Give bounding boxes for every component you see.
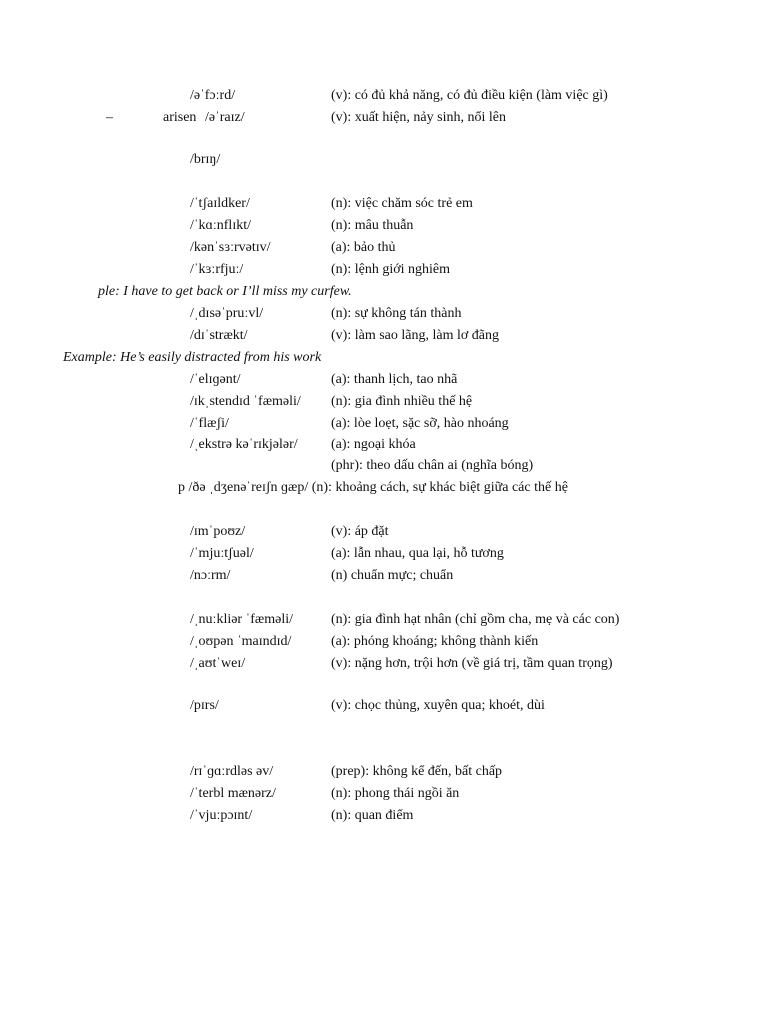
- ipa-elegant: /ˈelɪɡənt/: [190, 372, 241, 387]
- ipa-outweigh: /ˌaʊtˈweɪ/: [190, 656, 246, 671]
- example-curfew: ple: I have to get back or I’ll miss my curfew.: [98, 284, 352, 299]
- meaning-outweigh: (v): nặng hơn, trội hơn (về giá trị, tầm quan trọng): [331, 656, 613, 671]
- ipa-curfew: /ˈkɜːrfjuː/: [190, 262, 244, 277]
- ipa-afford: /əˈfɔːrd/: [190, 88, 236, 103]
- ipa-open-minded: /ˌoʊpən ˈmaɪndɪd/: [190, 634, 292, 649]
- meaning-flashy: (a): lòe loẹt, sặc sỡ, hào nhoáng: [331, 416, 509, 431]
- meaning-curfew: (n): lệnh giới nghiêm: [331, 262, 450, 277]
- ipa-nuclear-family: /ˌnuːkliər ˈfæməli/: [190, 612, 294, 627]
- meaning-extended-family: (n): gia đình nhiều thế hệ: [331, 394, 473, 409]
- ipa-impose: /ɪmˈpoʊz/: [190, 524, 246, 539]
- meaning-extracurricular: (a): ngoại khóa: [331, 437, 416, 452]
- meaning-impose: (v): áp đặt: [331, 524, 389, 539]
- ipa-disapproval: /ˌdɪsəˈpruːvl/: [190, 306, 264, 321]
- ipa-pierce: /pɪrs/: [190, 698, 219, 713]
- ipa-regardless-of: /rɪˈɡɑːrdləs əv/: [190, 764, 274, 779]
- meaning-footsteps: (phr): theo dấu chân ai (nghĩa bóng): [331, 458, 534, 473]
- meaning-viewpoint: (n): quan điểm: [331, 808, 414, 823]
- meaning-table-manners: (n): phong thái ngồi ăn: [331, 786, 460, 801]
- meaning-conflict: (n): mâu thuẫn: [331, 218, 414, 233]
- meaning-mutual: (a): lẫn nhau, qua lại, hỗ tương: [331, 546, 504, 561]
- meaning-regardless-of: (prep): không kể đến, bất chấp: [331, 764, 503, 779]
- ipa-distract: /dɪˈstrækt/: [190, 328, 248, 343]
- bullet-dash: –: [106, 110, 113, 125]
- meaning-disapproval: (n): sự không tán thành: [331, 306, 462, 321]
- ipa-viewpoint: /ˈvjuːpɔɪnt/: [190, 808, 253, 823]
- meaning-nuclear-family: (n): gia đình hạt nhân (chỉ gồm cha, mẹ và các con): [331, 612, 620, 627]
- ipa-bring: /brɪŋ/: [190, 152, 221, 167]
- ipa-conflict: /ˈkɑːnflɪkt/: [190, 218, 251, 233]
- meaning-conservative: (a): bảo thủ: [331, 240, 396, 255]
- ipa-norm: /nɔːrm/: [190, 568, 231, 583]
- example-distract: Example: He’s easily distracted from his work: [63, 350, 322, 365]
- meaning-elegant: (a): thanh lịch, tao nhã: [331, 372, 458, 387]
- meaning-open-minded: (a): phóng khoáng; không thành kiến: [331, 634, 539, 649]
- meaning-norm: (n) chuẩn mực; chuẩn: [331, 568, 454, 583]
- word-arisen: arisen: [163, 110, 197, 125]
- ipa-childcare: /ˈtʃaɪldker/: [190, 196, 250, 211]
- ipa-extracurricular: /ˌekstrə kəˈrɪkjələr/: [190, 437, 298, 452]
- ipa-extended-family: /ɪkˌstendɪd ˈfæməli/: [190, 394, 301, 409]
- meaning-afford: (v): có đủ khả năng, có đủ điều kiện (làm việc gì): [331, 88, 608, 103]
- meaning-distract: (v): làm sao lãng, làm lơ đãng: [331, 328, 499, 343]
- ipa-mutual: /ˈmjuːtʃuəl/: [190, 546, 254, 561]
- ipa-arise: /əˈraɪz/: [205, 110, 245, 125]
- ipa-conservative: /kənˈsɜːrvətɪv/: [190, 240, 271, 255]
- ipa-flashy: /ˈflæʃi/: [190, 416, 229, 431]
- meaning-pierce: (v): chọc thủng, xuyên qua; khoét, dùi: [331, 698, 545, 713]
- ipa-table-manners: /ˈterbl mænərz/: [190, 786, 276, 801]
- meaning-arise: (v): xuất hiện, nảy sinh, nổi lên: [331, 110, 506, 125]
- entry-generation-gap: p /ðə ˌdʒenəˈreɪʃn ɡæp/ (n): khoảng cách, sự khác biệt giữa các thế hệ: [178, 480, 568, 495]
- meaning-childcare: (n): việc chăm sóc trẻ em: [331, 196, 473, 211]
